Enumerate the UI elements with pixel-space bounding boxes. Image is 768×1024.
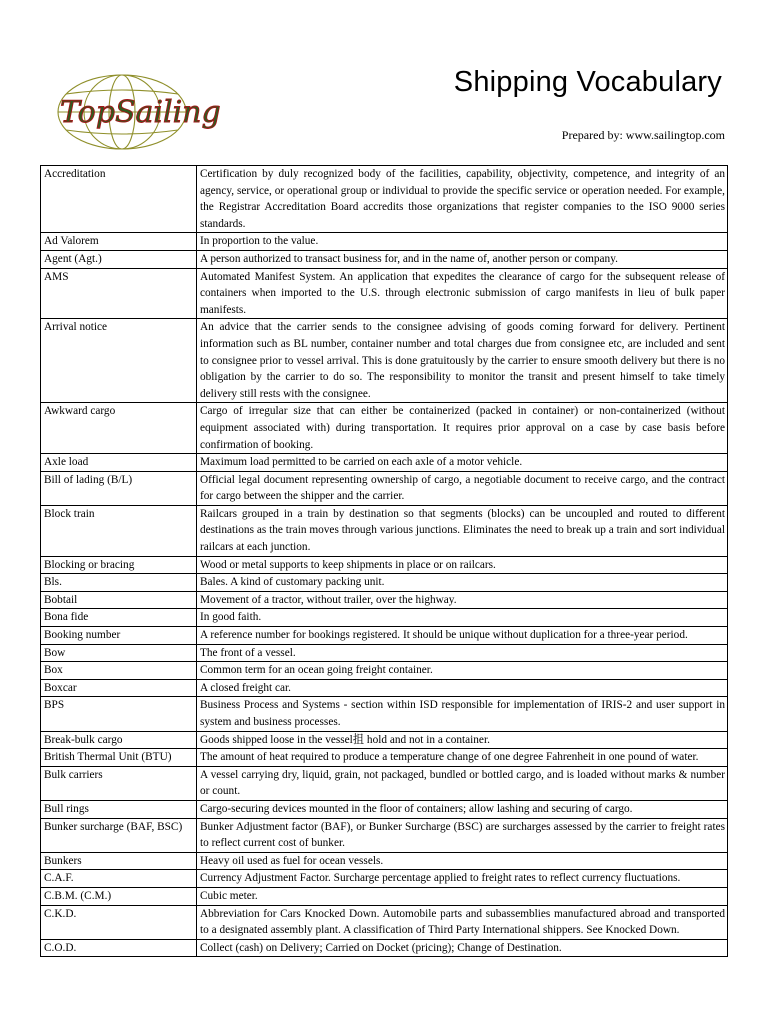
term-cell: Bunker surcharge (BAF, BSC) (41, 818, 197, 852)
table-row (41, 697, 728, 731)
term-cell: Block train (41, 505, 197, 556)
definition-cell: Maximum load permitted to be carried on each axle of a motor vehicle. (197, 454, 728, 472)
table-row (41, 233, 728, 251)
definition-cell: A vessel carrying dry, liquid, grain, not packaged, bundled or bottled cargo, and is loaded without marks & number or count. (197, 766, 728, 800)
prepared-by-line: Prepared by: www.sailingtop.com (561, 128, 725, 142)
definition-cell: The amount of heat required to produce a temperature change of one degree Fahrenheit in one pound of water. (197, 749, 728, 767)
table-row (41, 319, 728, 403)
page-title: Shipping Vocabulary (453, 66, 722, 98)
term-cell: Arrival notice (41, 319, 197, 403)
definition-cell: A reference number for bookings registered. It should be unique without duplication for a three-year period. (197, 627, 728, 645)
table-row (41, 749, 728, 767)
table-row (41, 679, 728, 697)
definition-cell: In proportion to the value. (197, 233, 728, 251)
vocabulary-table-container (40, 165, 728, 1012)
term-cell: Ad Valorem (41, 233, 197, 251)
page-header (0, 0, 768, 162)
term-cell: Bow (41, 644, 197, 662)
definition-cell: Currency Adjustment Factor. Surcharge percentage applied to freight rates to reflect currency fluctuations. (197, 870, 728, 888)
vocabulary-table (40, 165, 728, 957)
table-row (41, 766, 728, 800)
term-cell: Agent (Agt.) (41, 250, 197, 268)
definition-cell: Movement of a tractor, without trailer, over the highway. (197, 591, 728, 609)
term-cell: Bill of lading (B/L) (41, 471, 197, 505)
definition-cell: Official legal document representing ownership of cargo, a negotiable document to receive cargo, and the contract for cargo between the shipper and the carrier. (197, 471, 728, 505)
term-cell: Booking number (41, 627, 197, 645)
definition-cell: Abbreviation for Cars Knocked Down. Automobile parts and subassemblies manufactured abroad and transported to a designated assembly plant. A classification of Third Party International shippers. See Knocked Down. (197, 905, 728, 939)
definition-cell: Collect (cash) on Delivery; Carried on Docket (pricing); Change of Destination. (197, 939, 728, 957)
term-cell: Boxcar (41, 679, 197, 697)
term-cell: C.O.D. (41, 939, 197, 957)
definition-cell: An advice that the carrier sends to the consignee advising of goods coming forward for delivery. Pertinent information such as BL number, container number and total charges due from consignee etc, are included and sent to consignee prior to vessel arrival. This is done gratuitously by the carrier to ensure smooth delivery but there is no obligation by the carrier to do so. The responsibility to monitor the transit and present himself to take timely delivery still rests with the consignee. (197, 319, 728, 403)
table-row (41, 250, 728, 268)
table-row (41, 818, 728, 852)
table-row (41, 403, 728, 454)
definition-cell: Bales. A kind of customary packing unit. (197, 574, 728, 592)
term-cell: C.A.F. (41, 870, 197, 888)
term-cell: Bobtail (41, 591, 197, 609)
table-row (41, 800, 728, 818)
term-cell: British Thermal Unit (BTU) (41, 749, 197, 767)
table-row (41, 731, 728, 749)
term-cell: Bona fide (41, 609, 197, 627)
definition-cell: Business Process and Systems - section within ISD responsible for implementation of IRIS-2 and user support in system and business processes. (197, 697, 728, 731)
table-row (41, 870, 728, 888)
term-cell: Bull rings (41, 800, 197, 818)
term-cell: C.B.M. (C.M.) (41, 887, 197, 905)
logo-wordmark: TopSailing (60, 95, 221, 130)
term-cell: Break-bulk cargo (41, 731, 197, 749)
definition-cell: Goods shipped loose in the vessel抯 hold and not in a container. (197, 731, 728, 749)
table-row (41, 939, 728, 957)
term-cell: Awkward cargo (41, 403, 197, 454)
term-cell: C.K.D. (41, 905, 197, 939)
term-cell: Axle load (41, 454, 197, 472)
table-row (41, 644, 728, 662)
table-row (41, 268, 728, 319)
definition-cell: Cubic meter. (197, 887, 728, 905)
definition-cell: The front of a vessel. (197, 644, 728, 662)
table-row (41, 454, 728, 472)
definition-cell: Certification by duly recognized body of the facilities, capability, objectivity, competence, and integrity of an agency, service, or operational group or individual to provide the specific service or operation needed. For example, the Registrar Accreditation Board accredits those organizations that register companies to the ISO 9000 series standards. (197, 166, 728, 233)
definition-cell: Heavy oil used as fuel for ocean vessels. (197, 852, 728, 870)
table-row (41, 574, 728, 592)
table-row (41, 166, 728, 233)
term-cell: Bls. (41, 574, 197, 592)
table-row (41, 591, 728, 609)
topsailing-logo (50, 70, 221, 154)
table-row (41, 662, 728, 680)
definition-cell: Cargo-securing devices mounted in the floor of containers; allow lashing and securing of cargo. (197, 800, 728, 818)
definition-cell: Automated Manifest System. An application that expedites the clearance of cargo for the subsequent release of containers when imported to the U.S. through electronic submission of cargo manifests in lieu of bulk paper manifests. (197, 268, 728, 319)
table-row (41, 609, 728, 627)
table-row (41, 627, 728, 645)
table-row (41, 905, 728, 939)
term-cell: BPS (41, 697, 197, 731)
table-row (41, 852, 728, 870)
table-row (41, 556, 728, 574)
term-cell: Bunkers (41, 852, 197, 870)
globe-logo-icon (50, 70, 221, 154)
term-cell: Bulk carriers (41, 766, 197, 800)
definition-cell: Bunker Adjustment factor (BAF), or Bunker Surcharge (BSC) are surcharges assessed by the carrier to freight rates to reflect current cost of bunker. (197, 818, 728, 852)
definition-cell: Railcars grouped in a train by destination so that segments (blocks) can be uncoupled and routed to different destinations as the train moves through various junctions. Eliminates the need to break up a train and sort individual railcars at each junction. (197, 505, 728, 556)
definition-cell: A person authorized to transact business for, and in the name of, another person or company. (197, 250, 728, 268)
definition-cell: Cargo of irregular size that can either be containerized (packed in container) or non-containerized (without equipment associated with) during transportation. It requires prior approval on a case by case basis before confirmation of booking. (197, 403, 728, 454)
term-cell: AMS (41, 268, 197, 319)
definition-cell: Common term for an ocean going freight container. (197, 662, 728, 680)
definition-cell: Wood or metal supports to keep shipments in place or on railcars. (197, 556, 728, 574)
definition-cell: In good faith. (197, 609, 728, 627)
table-row (41, 505, 728, 556)
term-cell: Blocking or bracing (41, 556, 197, 574)
table-row (41, 887, 728, 905)
term-cell: Box (41, 662, 197, 680)
term-cell: Accreditation (41, 166, 197, 233)
table-row (41, 471, 728, 505)
definition-cell: A closed freight car. (197, 679, 728, 697)
